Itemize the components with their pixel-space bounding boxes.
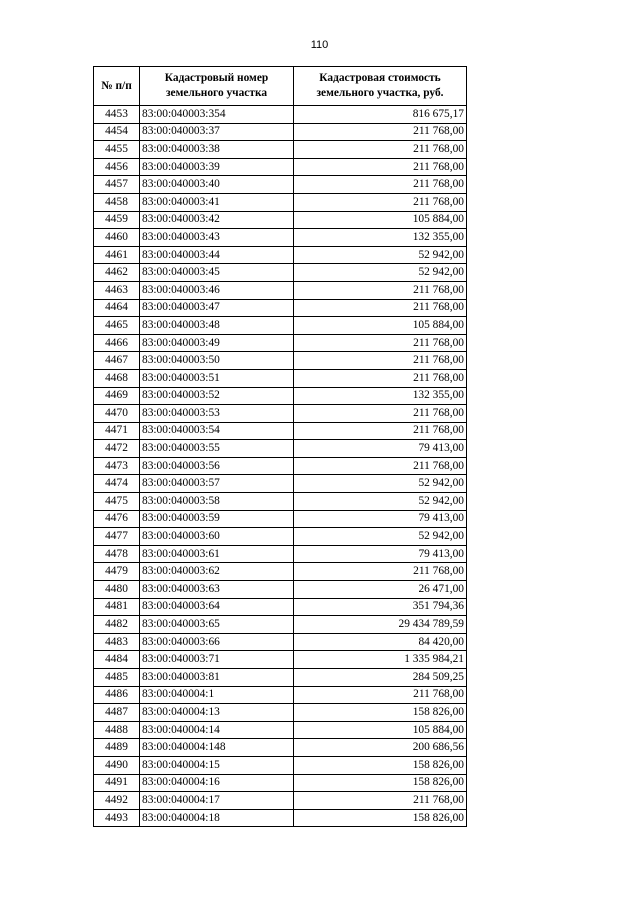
cadastral-number: 83:00:040004:15 <box>140 756 294 774</box>
row-number: 4468 <box>94 369 140 387</box>
row-number: 4467 <box>94 352 140 370</box>
cadastral-value: 158 826,00 <box>294 704 467 722</box>
table-row <box>94 704 467 722</box>
table-row <box>94 229 467 247</box>
cadastral-value: 52 942,00 <box>294 493 467 511</box>
row-number: 4459 <box>94 211 140 229</box>
cadastral-value: 211 768,00 <box>294 176 467 194</box>
cadastral-value: 211 768,00 <box>294 792 467 810</box>
cadastral-value: 351 794,36 <box>294 598 467 616</box>
table-row <box>94 739 467 757</box>
row-number: 4482 <box>94 616 140 634</box>
table-row <box>94 774 467 792</box>
cadastral-number: 83:00:040003:52 <box>140 387 294 405</box>
cadastral-number: 83:00:040003:55 <box>140 440 294 458</box>
row-number: 4479 <box>94 563 140 581</box>
row-number: 4473 <box>94 457 140 475</box>
cadastral-number: 83:00:040003:46 <box>140 281 294 299</box>
cadastral-number: 83:00:040003:53 <box>140 405 294 423</box>
cadastral-value: 158 826,00 <box>294 809 467 827</box>
header-cadastral-value: Кадастровая стоимость земельного участка, руб. <box>294 67 467 106</box>
table-row <box>94 176 467 194</box>
table-row <box>94 405 467 423</box>
table-row <box>94 281 467 299</box>
table-row <box>94 440 467 458</box>
cadastral-number: 83:00:040003:54 <box>140 422 294 440</box>
cadastral-value: 211 768,00 <box>294 334 467 352</box>
cadastral-number: 83:00:040003:56 <box>140 457 294 475</box>
row-number: 4475 <box>94 493 140 511</box>
row-number: 4460 <box>94 229 140 247</box>
cadastral-number: 83:00:040003:59 <box>140 510 294 528</box>
row-number: 4458 <box>94 193 140 211</box>
table-row <box>94 721 467 739</box>
row-number: 4466 <box>94 334 140 352</box>
row-number: 4465 <box>94 317 140 335</box>
cadastral-value: 211 768,00 <box>294 141 467 159</box>
cadastral-value: 816 675,17 <box>294 106 467 124</box>
table-row <box>94 598 467 616</box>
cadastral-value: 200 686,56 <box>294 739 467 757</box>
table-row <box>94 106 467 124</box>
cadastral-value: 211 768,00 <box>294 123 467 141</box>
table-row <box>94 633 467 651</box>
table-header-row <box>94 67 467 106</box>
cadastral-value: 211 768,00 <box>294 563 467 581</box>
row-number: 4457 <box>94 176 140 194</box>
table-row <box>94 563 467 581</box>
cadastral-number: 83:00:040004:1 <box>140 686 294 704</box>
row-number: 4483 <box>94 633 140 651</box>
row-number: 4490 <box>94 756 140 774</box>
table-row <box>94 299 467 317</box>
cadastral-value-table <box>93 66 467 827</box>
cadastral-number: 83:00:040003:37 <box>140 123 294 141</box>
cadastral-number: 83:00:040003:51 <box>140 369 294 387</box>
cadastral-value: 211 768,00 <box>294 352 467 370</box>
cadastral-value: 132 355,00 <box>294 387 467 405</box>
table-body <box>94 106 467 827</box>
cadastral-value: 158 826,00 <box>294 774 467 792</box>
table-row <box>94 686 467 704</box>
cadastral-value: 211 768,00 <box>294 457 467 475</box>
table-row <box>94 756 467 774</box>
table-row <box>94 475 467 493</box>
table-row <box>94 264 467 282</box>
header-cadastral-number: Кадастровый номер земельного участка <box>140 67 294 106</box>
page-number: 110 <box>310 39 329 51</box>
table-row <box>94 352 467 370</box>
cadastral-value: 211 768,00 <box>294 158 467 176</box>
cadastral-number: 83:00:040003:40 <box>140 176 294 194</box>
cadastral-number: 83:00:040003:60 <box>140 528 294 546</box>
cadastral-number: 83:00:040003:44 <box>140 246 294 264</box>
row-number: 4485 <box>94 669 140 687</box>
table-row <box>94 141 467 159</box>
cadastral-value: 84 420,00 <box>294 633 467 651</box>
table-row <box>94 193 467 211</box>
table-row <box>94 616 467 634</box>
cadastral-value: 211 768,00 <box>294 299 467 317</box>
table-row <box>94 422 467 440</box>
cadastral-value: 105 884,00 <box>294 721 467 739</box>
table-row <box>94 211 467 229</box>
row-number: 4464 <box>94 299 140 317</box>
cadastral-number: 83:00:040003:45 <box>140 264 294 282</box>
cadastral-number: 83:00:040003:62 <box>140 563 294 581</box>
table-row <box>94 528 467 546</box>
cadastral-value: 52 942,00 <box>294 246 467 264</box>
table-row <box>94 581 467 599</box>
row-number: 4471 <box>94 422 140 440</box>
cadastral-number: 83:00:040004:18 <box>140 809 294 827</box>
cadastral-number: 83:00:040003:354 <box>140 106 294 124</box>
row-number: 4481 <box>94 598 140 616</box>
cadastral-value: 211 768,00 <box>294 422 467 440</box>
cadastral-number: 83:00:040003:58 <box>140 493 294 511</box>
row-number: 4454 <box>94 123 140 141</box>
table-row <box>94 809 467 827</box>
cadastral-value: 158 826,00 <box>294 756 467 774</box>
cadastral-number: 83:00:040003:39 <box>140 158 294 176</box>
row-number: 4491 <box>94 774 140 792</box>
cadastral-value: 211 768,00 <box>294 193 467 211</box>
row-number: 4472 <box>94 440 140 458</box>
cadastral-number: 83:00:040003:63 <box>140 581 294 599</box>
row-number: 4461 <box>94 246 140 264</box>
table-row <box>94 246 467 264</box>
row-number: 4489 <box>94 739 140 757</box>
cadastral-value: 284 509,25 <box>294 669 467 687</box>
table-row <box>94 493 467 511</box>
row-number: 4477 <box>94 528 140 546</box>
cadastral-number: 83:00:040003:43 <box>140 229 294 247</box>
row-number: 4470 <box>94 405 140 423</box>
cadastral-value: 105 884,00 <box>294 317 467 335</box>
row-number: 4484 <box>94 651 140 669</box>
cadastral-value: 79 413,00 <box>294 545 467 563</box>
cadastral-number: 83:00:040003:57 <box>140 475 294 493</box>
cadastral-value: 52 942,00 <box>294 264 467 282</box>
cadastral-number: 83:00:040003:61 <box>140 545 294 563</box>
cadastral-number: 83:00:040003:66 <box>140 633 294 651</box>
cadastral-number: 83:00:040003:71 <box>140 651 294 669</box>
cadastral-number: 83:00:040003:64 <box>140 598 294 616</box>
row-number: 4493 <box>94 809 140 827</box>
table-row <box>94 158 467 176</box>
table-row <box>94 369 467 387</box>
cadastral-value: 211 768,00 <box>294 369 467 387</box>
table-row <box>94 669 467 687</box>
row-number: 4487 <box>94 704 140 722</box>
cadastral-value: 52 942,00 <box>294 528 467 546</box>
cadastral-number: 83:00:040003:48 <box>140 317 294 335</box>
table-row <box>94 792 467 810</box>
header-num: № п/п <box>94 67 140 106</box>
table-row <box>94 457 467 475</box>
cadastral-number: 83:00:040004:17 <box>140 792 294 810</box>
row-number: 4456 <box>94 158 140 176</box>
row-number: 4480 <box>94 581 140 599</box>
row-number: 4474 <box>94 475 140 493</box>
cadastral-value: 26 471,00 <box>294 581 467 599</box>
row-number: 4476 <box>94 510 140 528</box>
row-number: 4455 <box>94 141 140 159</box>
cadastral-value: 52 942,00 <box>294 475 467 493</box>
cadastral-value: 132 355,00 <box>294 229 467 247</box>
cadastral-number: 83:00:040003:42 <box>140 211 294 229</box>
cadastral-number: 83:00:040003:41 <box>140 193 294 211</box>
row-number: 4478 <box>94 545 140 563</box>
row-number: 4462 <box>94 264 140 282</box>
table-row <box>94 387 467 405</box>
cadastral-value: 29 434 789,59 <box>294 616 467 634</box>
table-row <box>94 651 467 669</box>
row-number: 4488 <box>94 721 140 739</box>
row-number: 4492 <box>94 792 140 810</box>
cadastral-value: 79 413,00 <box>294 510 467 528</box>
cadastral-number: 83:00:040003:81 <box>140 669 294 687</box>
table-row <box>94 545 467 563</box>
cadastral-value: 1 335 984,21 <box>294 651 467 669</box>
table-row <box>94 334 467 352</box>
row-number: 4463 <box>94 281 140 299</box>
row-number: 4486 <box>94 686 140 704</box>
cadastral-value: 211 768,00 <box>294 686 467 704</box>
cadastral-number: 83:00:040003:50 <box>140 352 294 370</box>
cadastral-number: 83:00:040003:65 <box>140 616 294 634</box>
cadastral-number: 83:00:040004:14 <box>140 721 294 739</box>
cadastral-value: 105 884,00 <box>294 211 467 229</box>
cadastral-number: 83:00:040003:47 <box>140 299 294 317</box>
cadastral-number: 83:00:040003:49 <box>140 334 294 352</box>
cadastral-value: 79 413,00 <box>294 440 467 458</box>
cadastral-value: 211 768,00 <box>294 405 467 423</box>
cadastral-number: 83:00:040003:38 <box>140 141 294 159</box>
row-number: 4453 <box>94 106 140 124</box>
table-row <box>94 510 467 528</box>
table-row <box>94 123 467 141</box>
row-number: 4469 <box>94 387 140 405</box>
table-row <box>94 317 467 335</box>
cadastral-number: 83:00:040004:148 <box>140 739 294 757</box>
cadastral-number: 83:00:040004:13 <box>140 704 294 722</box>
cadastral-value: 211 768,00 <box>294 281 467 299</box>
cadastral-number: 83:00:040004:16 <box>140 774 294 792</box>
